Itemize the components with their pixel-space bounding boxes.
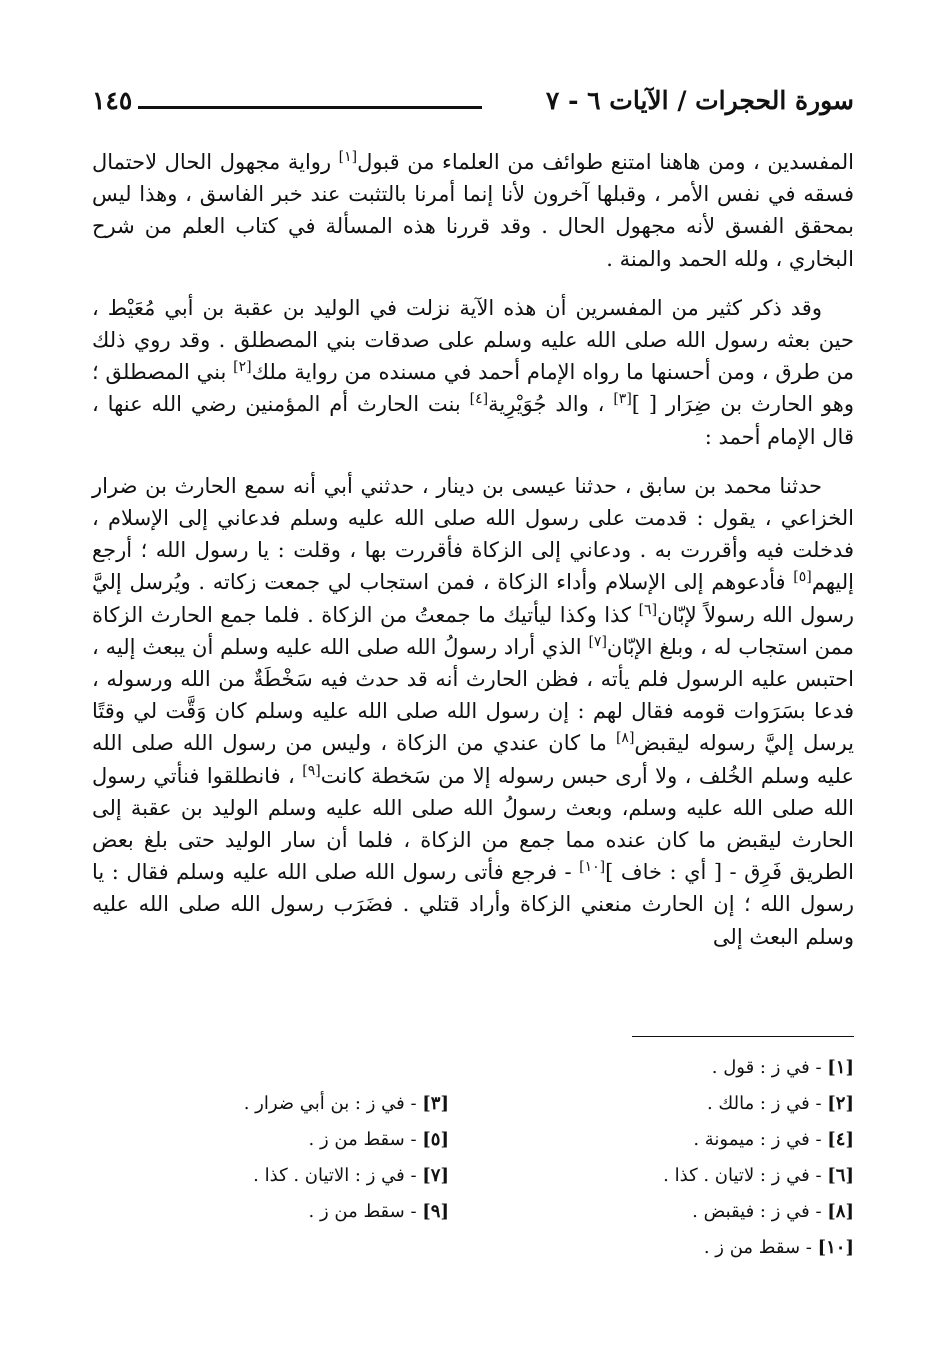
footnote-number: [١]	[827, 1057, 854, 1078]
main-text	[92, 146, 854, 970]
header-rule	[138, 106, 482, 109]
footnote-marker: [٢]	[233, 359, 252, 376]
footnote-number: [٦]	[827, 1165, 854, 1186]
text-run: كذا وكذا ليأتيك ما جمعتُ من الزكاة . فلما جمع الحارث الزكاة ممن استجاب له ، وبلغ الإبّان	[92, 602, 854, 659]
footnote-marker: [٧]	[588, 633, 607, 650]
footnote-text: - سقط من ز .	[308, 1201, 423, 1222]
footnote-text: - في ز : ميمونة .	[693, 1129, 828, 1150]
paragraph	[92, 146, 854, 275]
footnote-number: [٩]	[422, 1201, 449, 1222]
footnote-item	[624, 1050, 854, 1086]
paragraph	[92, 292, 854, 453]
footnote-marker: [١٠]	[579, 859, 606, 876]
footnote-number: [٨]	[827, 1201, 854, 1222]
footnote-item	[624, 1122, 854, 1158]
paragraph	[92, 470, 854, 953]
text-run: حدثنا محمد بن سابق ، حدثنا عيسى بن دينار ، حدثني أبي أنه سمع الحارث بن ضرار الخزاعي ، يقول : قدمت على رسول الله صلى الله عليه وسلم فدعاني إلى الإسلام ، فدخلت فيه وأقررت به . ودعاني إلى الزكاة فأقررت بها ، وقلت : يا رسول الله ؛ أرجع إليهم	[92, 473, 854, 595]
text-run: الذي أراد رسولُ الله صلى الله عليه وسلم أن يبعث إليه ، احتبس عليه الرسول فلم يأته ، فظن الحارث أنه قد حدث فيه سَخْطَةٌ من الله ورسوله ، فدعا بسَرَوات قومه فقال لهم : إن رسول الله صلى الله عليه وسلم كان وَقَّت لي وقتًا يرسل إليَّ رسوله ليقبض	[92, 634, 855, 756]
footnote-item	[189, 1194, 449, 1230]
footnote-number: [١٠]	[817, 1237, 854, 1258]
text-run: ، والد جُوَيْرِية	[488, 392, 614, 417]
footnote-text: - في ز : مالك .	[706, 1093, 828, 1114]
footnote-text: - سقط من ز .	[308, 1129, 423, 1150]
footnote-item	[624, 1086, 854, 1122]
footnote-marker: [٩]	[302, 762, 321, 779]
text-run: المفسدين ، ومن هاهنا امتنع طوائف من العلماء من قبول	[357, 150, 854, 174]
footnote-number: [٢]	[827, 1093, 854, 1114]
text-run: بنت الحارث أم المؤمنين رضي الله عنها ، قال الإمام أحمد :	[92, 392, 854, 449]
footnote-item	[189, 1086, 449, 1122]
footnote-text: - في ز : لاتيان . كذا .	[663, 1165, 828, 1186]
footnote-text: - في ز : فيقبض .	[692, 1201, 828, 1222]
footnote-marker: [٤]	[469, 391, 489, 408]
running-title: سورة الحجرات / الآيات ٦ - ٧	[545, 86, 854, 115]
footnote-number: [٤]	[827, 1129, 854, 1150]
footnote-text: - في ز : بن أبي ضرار .	[243, 1093, 423, 1114]
footnote-marker: [٨]	[615, 730, 635, 747]
text-run: - فرجع فأتى رسول الله صلى الله عليه وسلم فقال : يا رسول الله ؛ إن الحارث منعني الزكاة وأراد قتلي . فضَرَب رسول الله صلى الله عليه وسلم البعث إلى	[92, 860, 854, 949]
text-run: فأدعوهم إلى الإسلام وأداء الزكاة ، فمن استجاب لي جمعت زكاته . ويُرسل إليَّ رسول الله رسولاً لإبّان	[92, 570, 854, 627]
footnote-number: [٥]	[422, 1129, 449, 1150]
footnote-item	[189, 1158, 449, 1194]
footnote-number: [٣]	[422, 1093, 449, 1114]
footnote-number: [٧]	[422, 1165, 449, 1186]
footnote-text: - في ز : قول .	[711, 1057, 828, 1078]
text-run: رواية مجهول الحال لاحتمال فسقه في نفس الأمر ، وقبلها آخرون لأنا إنما أمرنا بالتثبت عند خبر الفاسق ، وهذا ليس بمحقق الفسق لأنه مجهول الحال . وقد قررنا هذه المسألة في كتاب العلم من شرح البخاري ، ولله الحمد والمنة .	[92, 150, 854, 271]
footnotes-right-column	[624, 1050, 854, 1266]
footnote-item	[624, 1230, 854, 1266]
footnote-marker: [٥]	[793, 569, 812, 586]
footnote-divider	[632, 1036, 854, 1037]
footnote-text: - في ز : الاتيان . كذا .	[253, 1165, 423, 1186]
footnote-marker: [٦]	[638, 601, 658, 618]
text-run: ، فانطلقوا فنأتي رسول الله صلى الله عليه وسلم، وبعث رسولُ الله صلى الله عليه وسلم الوليد بن عقبة إلى الحارث ليقبض ما كان عنده مما جمع من الزكاة ، فلما أن سار الوليد حتى بلغ بعض الطريق فَرِق - [ أي : خاف ]	[92, 763, 854, 885]
footnote-text: - سقط من ز .	[703, 1237, 818, 1258]
text-run: بني المصطلق ؛ وهو الحارث بن ضِرَار [ ]	[92, 360, 854, 417]
footnote-item	[189, 1122, 449, 1158]
page-number: ١٤٥	[92, 86, 133, 115]
footnote-item	[624, 1158, 854, 1194]
page-header	[92, 86, 854, 126]
text-run: وقد ذكر كثير من المفسرين أن هذه الآية نزلت في الوليد بن عقبة بن أبي مُعَيْط ، حين بعثه رسول الله صلى الله عليه وسلم على صدقات بني المصطلق . وقد روي ذلك من طرق ، ومن أحسنها ما رواه الإمام أحمد في مسنده من رواية ملك	[92, 295, 854, 385]
footnote-item	[624, 1194, 854, 1230]
footnote-marker: [١]	[338, 149, 358, 165]
footnotes-left-column	[189, 1050, 449, 1230]
footnote-marker: [٣]	[613, 391, 632, 408]
text-run: ما كان عندي من الزكاة ، وليس من رسول الله صلى الله عليه وسلم الخُلف ، ولا أرى حبس رسوله إلا من سَخطة كانت	[92, 731, 854, 788]
